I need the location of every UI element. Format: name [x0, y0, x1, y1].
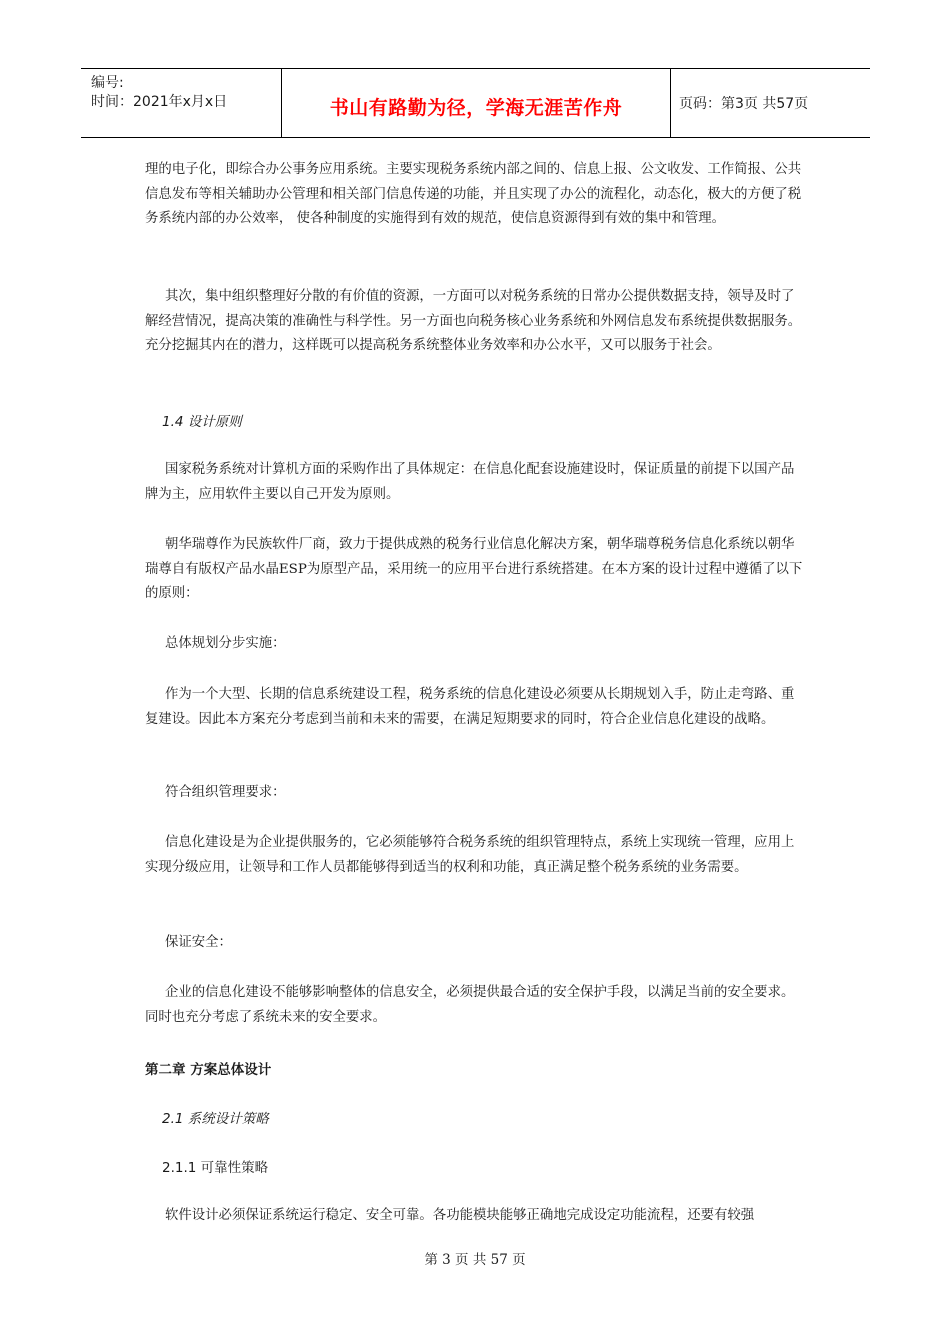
section-heading-2-1: 2.1 系统设计策略 [162, 1111, 269, 1127]
page-footer: 第 3 页 共 57 页 [424, 1252, 526, 1268]
principle-heading-security: 保证安全： [165, 935, 232, 950]
header-info-cell [81, 69, 282, 137]
header-motto: 书山有路勤为径，学海无涯苦作舟 [329, 97, 623, 119]
paragraph-office-system: 理的电子化，即综合办公事务应用系统。主要实现税务系统内部之间的、信息上报、公文收发、工作简报、公共信息发布等相关辅助办公管理和相关部门信息传递的功能，并且实现了办公的流程化，动态化，极大的方便了税务系统内部的办公效率， 使各种制度的实施得到有效的规范，使信息资源得到有效的集中和管理。 [145, 162, 802, 226]
header-page-cell [671, 69, 870, 137]
section-heading-1-4: 1.4 设计原则 [162, 414, 242, 430]
section-heading-2-1-1: 2.1.1 可靠性策略 [162, 1160, 269, 1176]
paragraph-security: 企业的信息化建设不能够影响整体的信息安全，必须提供最合适的安全保护手段，以满足当前的安全要求。同时也充分考虑了系统未来的安全要求。 [145, 985, 795, 1025]
paragraph-reliability: 软件设计必须保证系统运行稳定、安全可靠。各功能模块能够正确地完成设定功能流程，还要有较强 [165, 1208, 755, 1223]
paragraph-planning: 作为一个大型、长期的信息系统建设工程，税务系统的信息化建设必须要从长期规划入手，防止走弯路、重复建设。因此本方案充分考虑到当前和未来的需要，在满足短期要求的同时，符合企业信息化建设的战略。 [145, 687, 795, 727]
paragraph-vendor-intro: 朝华瑞尊作为民族软件厂商，致力于提供成熟的税务行业信息化解决方案，朝华瑞尊税务信息化系统以朝华瑞尊自有版权产品水晶ESP为原型产品，采用统一的应用平台进行系统搭建。在本方案的设计过程中遵循了以下的原则： [145, 537, 803, 601]
chapter-heading-2: 第二章 方案总体设计 [145, 1062, 272, 1078]
principle-heading-organization: 符合组织管理要求： [165, 785, 286, 800]
header-page-number: 页码：第3页 共57页 [679, 96, 809, 112]
page-header [81, 68, 870, 138]
paragraph-procurement-rules: 国家税务系统对计算机方面的采购作出了具体规定：在信息化配套设施建设时，保证质量的前提下以国产品牌为主，应用软件主要以自己开发为原则。 [145, 462, 795, 502]
paragraph-organization: 信息化建设是为企业提供服务的，它必须能够符合税务系统的组织管理特点，系统上实现统一管理，应用上实现分级应用，让领导和工作人员都能够得到适当的权利和功能，真正满足整个税务系统的业务需要。 [145, 835, 795, 875]
header-motto-cell [282, 69, 671, 137]
document-date-label: 时间：2021年x月x日 [91, 94, 228, 110]
principle-heading-planning: 总体规划分步实施： [165, 636, 286, 651]
document-number-label: 编号: [91, 75, 124, 91]
paragraph-resource-integration: 其次，集中组织整理好分散的有价值的资源，一方面可以对税务系统的日常办公提供数据支持，领导及时了解经营情况，提高决策的准确性与科学性。另一方面也向税务核心业务系统和外网信息发布系统提供数据服务。充分挖掘其内在的潜力，这样既可以提高税务系统整体业务效率和办公水平，又可以服务于社会。 [145, 289, 802, 353]
